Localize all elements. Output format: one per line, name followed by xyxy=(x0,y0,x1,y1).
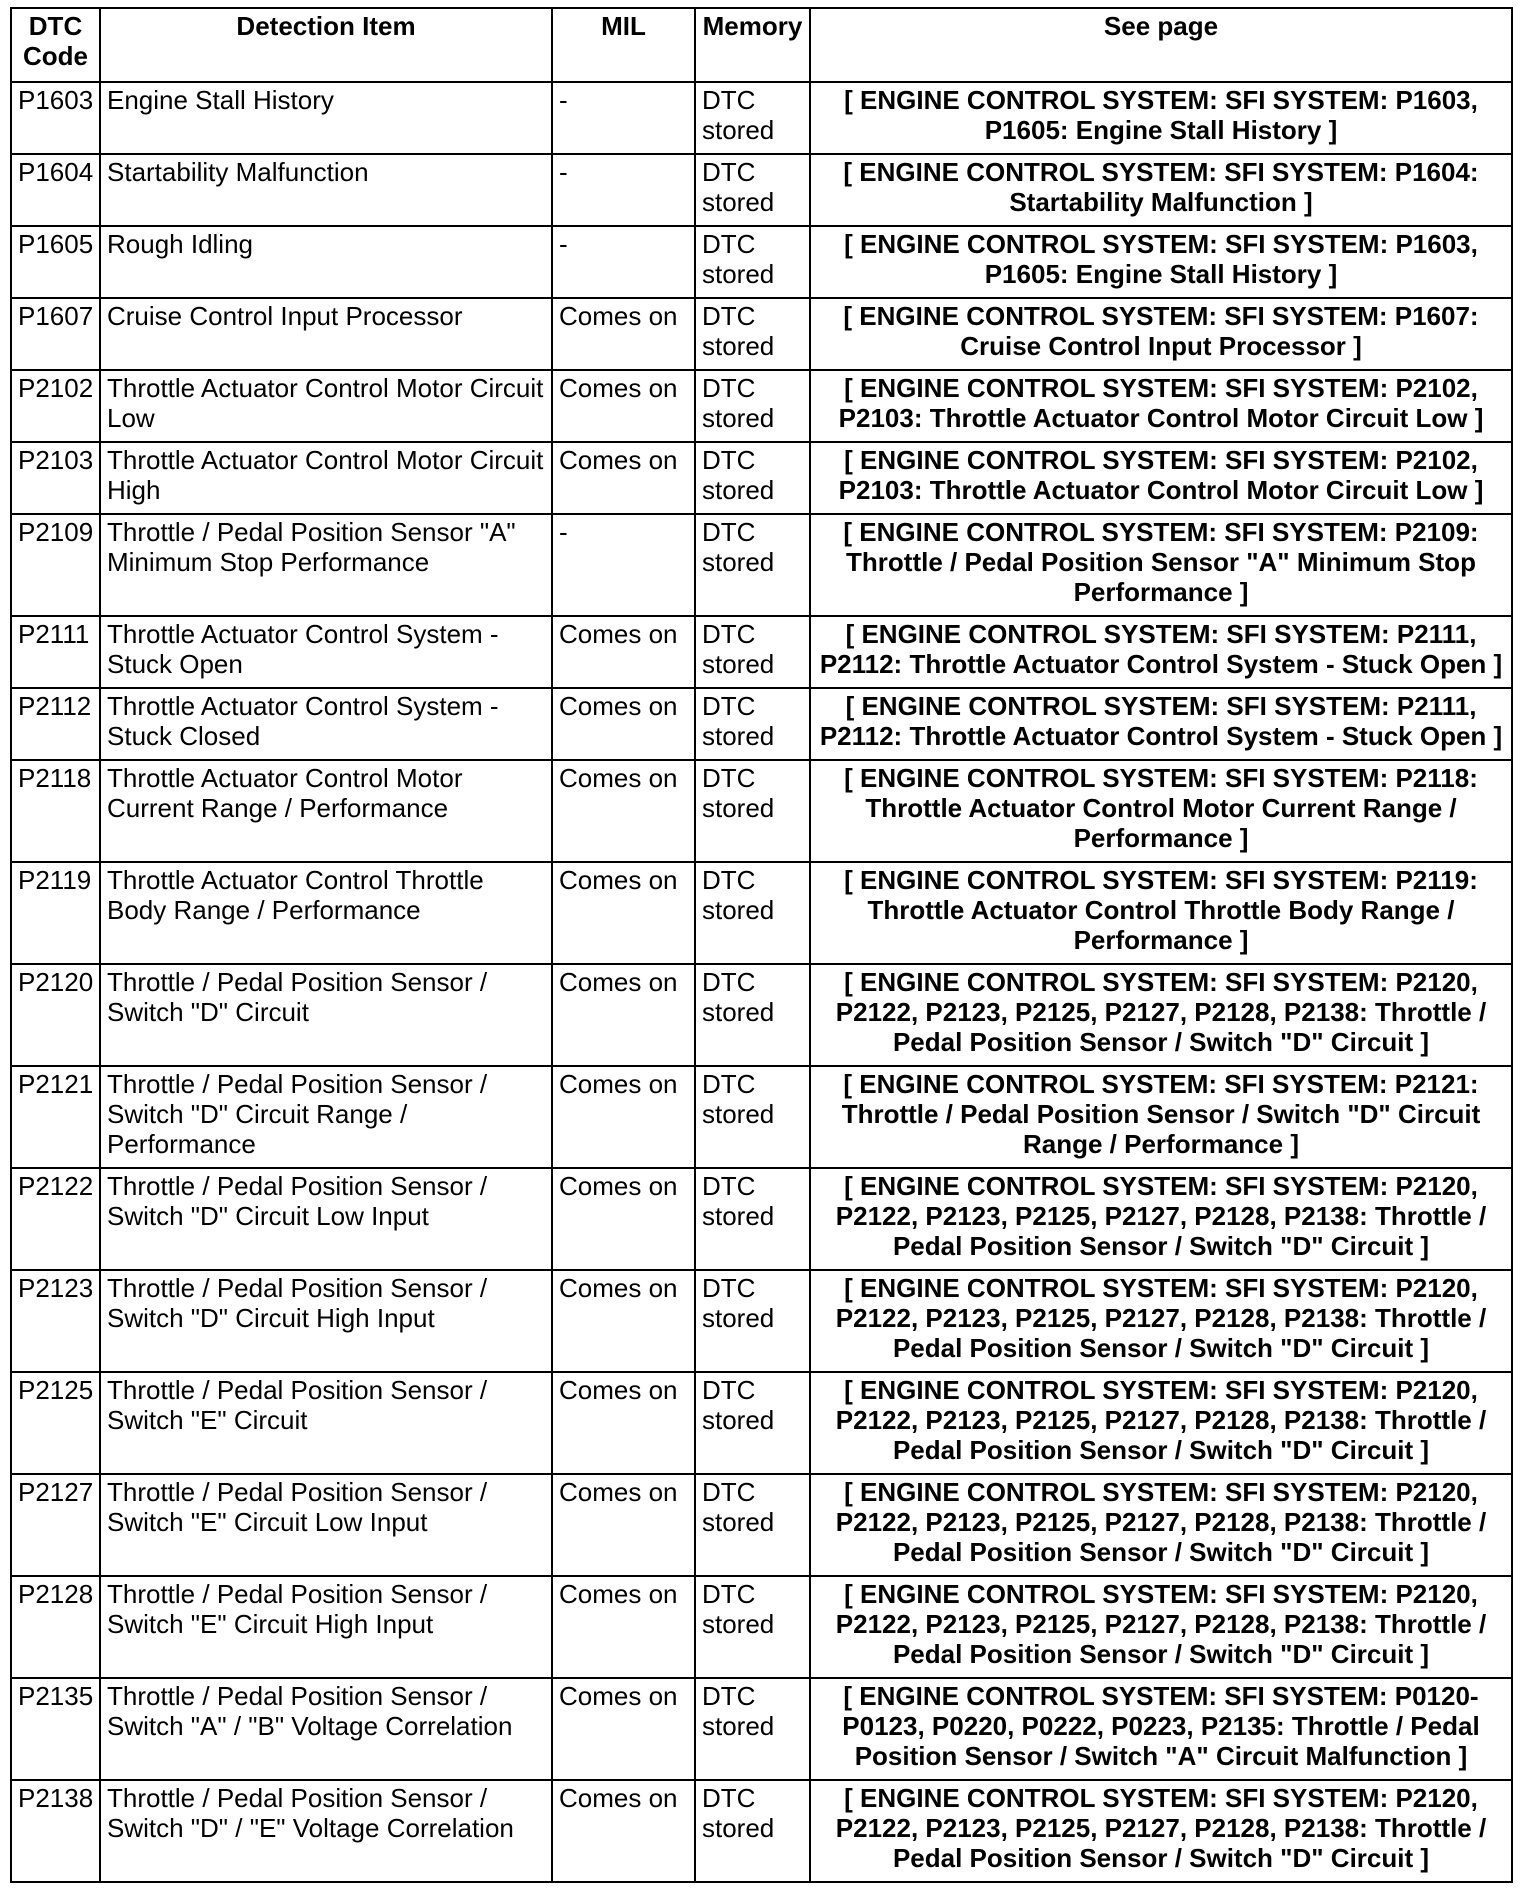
table-row xyxy=(11,1780,1512,1882)
mil-cell: Comes on xyxy=(552,1168,695,1270)
header-mil: MIL xyxy=(552,8,695,82)
memory-line2: stored xyxy=(702,115,775,145)
mil-cell: Comes on xyxy=(552,1270,695,1372)
memory-line1: DTC xyxy=(702,1171,756,1201)
memory-cell xyxy=(695,1780,810,1882)
detection-item-cell: Throttle Actuator Control Motor Circuit Low xyxy=(100,370,552,442)
table-row xyxy=(11,370,1512,442)
table-row xyxy=(11,760,1512,862)
detection-item-cell: Rough Idling xyxy=(100,226,552,298)
dtc-code-cell: P2121 xyxy=(11,1066,100,1168)
memory-cell xyxy=(695,760,810,862)
see-page-link[interactable]: [ ENGINE CONTROL SYSTEM: SFI SYSTEM: P1607: Cruise Control Input Processor ] xyxy=(810,298,1512,370)
detection-item-cell: Throttle Actuator Control Throttle Body Range / Performance xyxy=(100,862,552,964)
see-page-link[interactable]: [ ENGINE CONTROL SYSTEM: SFI SYSTEM: P0120-P0123, P0220, P0222, P0223, P2135: Throttle / Pedal Position Sensor / Switch "A" Circuit Malfunction ] xyxy=(810,1678,1512,1780)
see-page-link[interactable]: [ ENGINE CONTROL SYSTEM: SFI SYSTEM: P1604: Startability Malfunction ] xyxy=(810,154,1512,226)
dtc-code-cell: P1604 xyxy=(11,154,100,226)
memory-cell xyxy=(695,1678,810,1780)
see-page-link[interactable]: [ ENGINE CONTROL SYSTEM: SFI SYSTEM: P2120, P2122, P2123, P2125, P2127, P2128, P2138: Throttle / Pedal Position Sensor / Switch "D" Circuit ] xyxy=(810,1474,1512,1576)
dtc-code-cell: P1603 xyxy=(11,82,100,154)
memory-line1: DTC xyxy=(702,373,756,403)
memory-line1: DTC xyxy=(702,445,756,475)
dtc-code-cell: P2135 xyxy=(11,1678,100,1780)
table-row xyxy=(11,82,1512,154)
see-page-link[interactable]: [ ENGINE CONTROL SYSTEM: SFI SYSTEM: P2120, P2122, P2123, P2125, P2127, P2128, P2138: Throttle / Pedal Position Sensor / Switch "D" Circuit ] xyxy=(810,1576,1512,1678)
detection-item-cell: Throttle / Pedal Position Sensor / Switch "D" Circuit High Input xyxy=(100,1270,552,1372)
see-page-link[interactable]: [ ENGINE CONTROL SYSTEM: SFI SYSTEM: P2118: Throttle Actuator Control Motor Current Range / Performance ] xyxy=(810,760,1512,862)
memory-cell xyxy=(695,1270,810,1372)
mil-cell: Comes on xyxy=(552,370,695,442)
see-page-link[interactable]: [ ENGINE CONTROL SYSTEM: SFI SYSTEM: P2120, P2122, P2123, P2125, P2127, P2128, P2138: Throttle / Pedal Position Sensor / Switch "D" Circuit ] xyxy=(810,1168,1512,1270)
see-page-link[interactable]: [ ENGINE CONTROL SYSTEM: SFI SYSTEM: P2120, P2122, P2123, P2125, P2127, P2128, P2138: Throttle / Pedal Position Sensor / Switch "D" Circuit ] xyxy=(810,1372,1512,1474)
memory-line1: DTC xyxy=(702,1477,756,1507)
memory-cell xyxy=(695,1066,810,1168)
detection-item-cell: Throttle / Pedal Position Sensor / Switch "E" Circuit High Input xyxy=(100,1576,552,1678)
see-page-link[interactable]: [ ENGINE CONTROL SYSTEM: SFI SYSTEM: P2120, P2122, P2123, P2125, P2127, P2128, P2138: Throttle / Pedal Position Sensor / Switch "D" Circuit ] xyxy=(810,1270,1512,1372)
table-header-row xyxy=(11,8,1512,82)
memory-line2: stored xyxy=(702,403,775,433)
table-body xyxy=(11,82,1512,1882)
mil-cell: Comes on xyxy=(552,1780,695,1882)
mil-cell: - xyxy=(552,154,695,226)
memory-line2: stored xyxy=(702,331,775,361)
see-page-link[interactable]: [ ENGINE CONTROL SYSTEM: SFI SYSTEM: P1603, P1605: Engine Stall History ] xyxy=(810,82,1512,154)
memory-line2: stored xyxy=(702,1303,775,1333)
memory-line2: stored xyxy=(702,1201,775,1231)
dtc-code-cell: P2119 xyxy=(11,862,100,964)
detection-item-cell: Throttle / Pedal Position Sensor / Switch "D" Circuit xyxy=(100,964,552,1066)
memory-line2: stored xyxy=(702,793,775,823)
table-row xyxy=(11,1168,1512,1270)
memory-line1: DTC xyxy=(702,967,756,997)
dtc-code-cell: P2103 xyxy=(11,442,100,514)
detection-item-cell: Throttle / Pedal Position Sensor / Switch "D" Circuit Range / Performance xyxy=(100,1066,552,1168)
memory-line2: stored xyxy=(702,1405,775,1435)
memory-line2: stored xyxy=(702,1099,775,1129)
memory-line2: stored xyxy=(702,1507,775,1537)
table-row xyxy=(11,1678,1512,1780)
mil-cell: Comes on xyxy=(552,688,695,760)
memory-cell xyxy=(695,1474,810,1576)
memory-line1: DTC xyxy=(702,229,756,259)
memory-cell xyxy=(695,1576,810,1678)
detection-item-cell: Throttle Actuator Control System - Stuck Open xyxy=(100,616,552,688)
memory-cell xyxy=(695,154,810,226)
memory-line2: stored xyxy=(702,547,775,577)
table-row xyxy=(11,862,1512,964)
memory-line1: DTC xyxy=(702,1375,756,1405)
memory-line1: DTC xyxy=(702,85,756,115)
memory-line1: DTC xyxy=(702,865,756,895)
table-row xyxy=(11,688,1512,760)
mil-cell: Comes on xyxy=(552,1576,695,1678)
table-row xyxy=(11,964,1512,1066)
memory-line1: DTC xyxy=(702,1681,756,1711)
memory-line2: stored xyxy=(702,475,775,505)
detection-item-cell: Throttle Actuator Control Motor Current Range / Performance xyxy=(100,760,552,862)
memory-cell xyxy=(695,298,810,370)
memory-cell xyxy=(695,964,810,1066)
see-page-link[interactable]: [ ENGINE CONTROL SYSTEM: SFI SYSTEM: P2120, P2122, P2123, P2125, P2127, P2128, P2138: Throttle / Pedal Position Sensor / Switch "D" Circuit ] xyxy=(810,964,1512,1066)
dtc-code-cell: P1605 xyxy=(11,226,100,298)
memory-line1: DTC xyxy=(702,517,756,547)
memory-line2: stored xyxy=(702,649,775,679)
memory-line1: DTC xyxy=(702,1069,756,1099)
dtc-code-cell: P2109 xyxy=(11,514,100,616)
memory-line2: stored xyxy=(702,721,775,751)
see-page-link[interactable]: [ ENGINE CONTROL SYSTEM: SFI SYSTEM: P2119: Throttle Actuator Control Throttle Body Range / Performance ] xyxy=(810,862,1512,964)
detection-item-cell: Startability Malfunction xyxy=(100,154,552,226)
memory-line1: DTC xyxy=(702,1579,756,1609)
see-page-link[interactable]: [ ENGINE CONTROL SYSTEM: SFI SYSTEM: P2121: Throttle / Pedal Position Sensor / Switch "D" Circuit Range / Performance ] xyxy=(810,1066,1512,1168)
memory-cell xyxy=(695,688,810,760)
memory-line1: DTC xyxy=(702,301,756,331)
memory-line1: DTC xyxy=(702,1783,756,1813)
table-row xyxy=(11,616,1512,688)
memory-cell xyxy=(695,442,810,514)
header-memory: Memory xyxy=(695,8,810,82)
mil-cell: - xyxy=(552,82,695,154)
memory-line1: DTC xyxy=(702,763,756,793)
dtc-code-cell: P2128 xyxy=(11,1576,100,1678)
mil-cell: Comes on xyxy=(552,1372,695,1474)
header-see-page: See page xyxy=(810,8,1512,82)
memory-cell xyxy=(695,370,810,442)
table-row xyxy=(11,298,1512,370)
dtc-code-cell: P2138 xyxy=(11,1780,100,1882)
table-row xyxy=(11,226,1512,298)
mil-cell: - xyxy=(552,514,695,616)
detection-item-cell: Throttle / Pedal Position Sensor "A" Minimum Stop Performance xyxy=(100,514,552,616)
memory-line2: stored xyxy=(702,1609,775,1639)
memory-line2: stored xyxy=(702,259,775,289)
mil-cell: Comes on xyxy=(552,760,695,862)
mil-cell: Comes on xyxy=(552,298,695,370)
mil-cell: Comes on xyxy=(552,1474,695,1576)
dtc-code-cell: P2111 xyxy=(11,616,100,688)
detection-item-cell: Throttle / Pedal Position Sensor / Switch "E" Circuit Low Input xyxy=(100,1474,552,1576)
memory-line2: stored xyxy=(702,1813,775,1843)
table-row xyxy=(11,154,1512,226)
detection-item-cell: Throttle / Pedal Position Sensor / Switch "D" / "E" Voltage Correlation xyxy=(100,1780,552,1882)
detection-item-cell: Throttle Actuator Control System - Stuck Closed xyxy=(100,688,552,760)
detection-item-cell: Cruise Control Input Processor xyxy=(100,298,552,370)
memory-cell xyxy=(695,862,810,964)
see-page-link[interactable]: [ ENGINE CONTROL SYSTEM: SFI SYSTEM: P1603, P1605: Engine Stall History ] xyxy=(810,226,1512,298)
header-dtc-code-line2: Code xyxy=(23,41,88,71)
detection-item-cell: Throttle / Pedal Position Sensor / Switch "A" / "B" Voltage Correlation xyxy=(100,1678,552,1780)
header-dtc-code xyxy=(11,8,100,82)
table-row xyxy=(11,442,1512,514)
detection-item-cell: Throttle Actuator Control Motor Circuit High xyxy=(100,442,552,514)
dtc-code-cell: P2122 xyxy=(11,1168,100,1270)
table-row xyxy=(11,1372,1512,1474)
mil-cell: Comes on xyxy=(552,862,695,964)
mil-cell: Comes on xyxy=(552,1678,695,1780)
dtc-table xyxy=(10,7,1513,1883)
see-page-link[interactable]: [ ENGINE CONTROL SYSTEM: SFI SYSTEM: P2111, P2112: Throttle Actuator Control System - Stuck Open ] xyxy=(810,616,1512,688)
dtc-code-cell: P2112 xyxy=(11,688,100,760)
table-row xyxy=(11,1066,1512,1168)
table-row xyxy=(11,514,1512,616)
dtc-code-cell: P2118 xyxy=(11,760,100,862)
detection-item-cell: Throttle / Pedal Position Sensor / Switch "D" Circuit Low Input xyxy=(100,1168,552,1270)
memory-line2: stored xyxy=(702,1711,775,1741)
see-page-link[interactable]: [ ENGINE CONTROL SYSTEM: SFI SYSTEM: P2102, P2103: Throttle Actuator Control Motor Circuit Low ] xyxy=(810,370,1512,442)
memory-cell xyxy=(695,1168,810,1270)
see-page-link[interactable]: [ ENGINE CONTROL SYSTEM: SFI SYSTEM: P2120, P2122, P2123, P2125, P2127, P2128, P2138: Throttle / Pedal Position Sensor / Switch "D" Circuit ] xyxy=(810,1780,1512,1882)
mil-cell: Comes on xyxy=(552,616,695,688)
header-dtc-code-line1: DTC xyxy=(28,11,83,41)
memory-cell xyxy=(695,82,810,154)
memory-line2: stored xyxy=(702,997,775,1027)
see-page-link[interactable]: [ ENGINE CONTROL SYSTEM: SFI SYSTEM: P2109: Throttle / Pedal Position Sensor "A" Minimum Stop Performance ] xyxy=(810,514,1512,616)
table-row xyxy=(11,1576,1512,1678)
mil-cell: - xyxy=(552,226,695,298)
dtc-code-cell: P2102 xyxy=(11,370,100,442)
memory-cell xyxy=(695,226,810,298)
memory-line1: DTC xyxy=(702,691,756,721)
dtc-code-cell: P1607 xyxy=(11,298,100,370)
table-row xyxy=(11,1474,1512,1576)
mil-cell: Comes on xyxy=(552,442,695,514)
dtc-code-cell: P2120 xyxy=(11,964,100,1066)
dtc-code-cell: P2127 xyxy=(11,1474,100,1576)
memory-line1: DTC xyxy=(702,157,756,187)
detection-item-cell: Throttle / Pedal Position Sensor / Switch "E" Circuit xyxy=(100,1372,552,1474)
memory-line2: stored xyxy=(702,187,775,217)
memory-line1: DTC xyxy=(702,619,756,649)
mil-cell: Comes on xyxy=(552,964,695,1066)
memory-line2: stored xyxy=(702,895,775,925)
memory-cell xyxy=(695,1372,810,1474)
mil-cell: Comes on xyxy=(552,1066,695,1168)
memory-cell xyxy=(695,514,810,616)
memory-cell xyxy=(695,616,810,688)
dtc-code-cell: P2125 xyxy=(11,1372,100,1474)
see-page-link[interactable]: [ ENGINE CONTROL SYSTEM: SFI SYSTEM: P2102, P2103: Throttle Actuator Control Motor Circuit Low ] xyxy=(810,442,1512,514)
see-page-link[interactable]: [ ENGINE CONTROL SYSTEM: SFI SYSTEM: P2111, P2112: Throttle Actuator Control System - Stuck Open ] xyxy=(810,688,1512,760)
table-row xyxy=(11,1270,1512,1372)
dtc-code-cell: P2123 xyxy=(11,1270,100,1372)
detection-item-cell: Engine Stall History xyxy=(100,82,552,154)
memory-line1: DTC xyxy=(702,1273,756,1303)
header-detection-item: Detection Item xyxy=(100,8,552,82)
